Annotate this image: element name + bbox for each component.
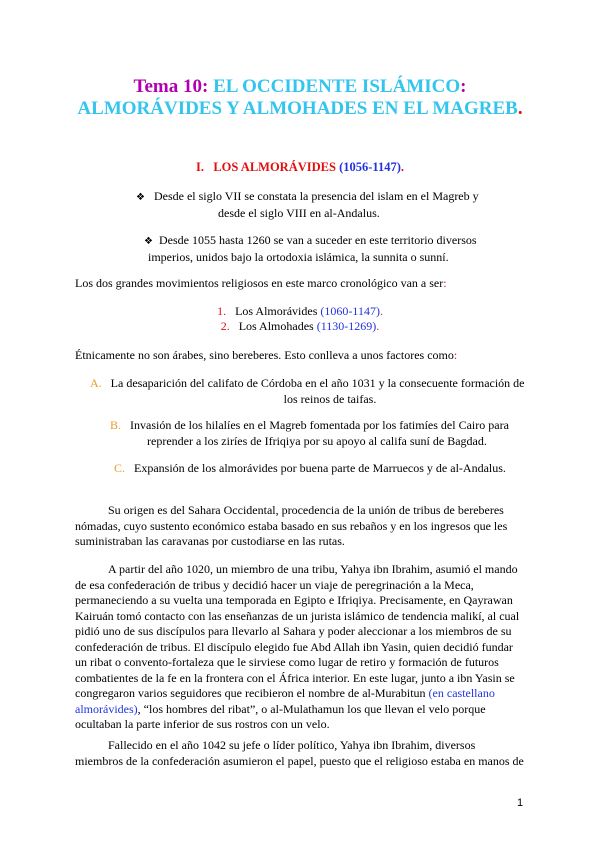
intro-text	[75, 276, 555, 292]
factor-line: los reinos de taifas.	[283, 391, 377, 406]
tema-label: Tema 10:	[133, 76, 209, 97]
factor-b	[110, 418, 530, 449]
intro-sentence: Los dos grandes movimientos religiosos en este marco cronológico van a ser	[75, 276, 444, 290]
paragraph-line	[75, 702, 545, 718]
paragraph-line: suministraban las caravanas por custodiarse en las rutas.	[75, 534, 345, 548]
ethnic-text	[75, 348, 565, 364]
section-dates: (1056-1147)	[339, 160, 401, 174]
paragraph-line: A partir del año 1020, un miembro de una tribu, Yahya ibn Ibrahim, asumió el mando	[108, 562, 518, 576]
paragraph-line: confederación de tribus. El discípulo elegido fue Abd Allah ibn Yasin, quien decidió fundar	[75, 639, 513, 654]
ethnic-colon: :	[453, 348, 458, 362]
paragraph-line: miembros de la confederación asumieron el papel, puesto que el religioso estaba en manos de	[75, 753, 524, 768]
factor-letter: B.	[110, 418, 122, 432]
paragraph-line: un ribat o convento-fortaleza que le sirviese como lugar de retiro y formación de futuros	[75, 655, 499, 669]
paragraph-line: de esa confederación de tribus y decidió hacer un viaje de peregrinación a la Meca,	[75, 577, 474, 592]
page-title-line2	[0, 98, 600, 120]
section-dot: .	[400, 160, 405, 174]
title-colon: :	[460, 76, 467, 97]
paragraph-line: Fallecido en el año 1042 su jefe o líder político, Yahya ibn Ibrahim, diversos	[108, 738, 476, 752]
factor-line: La desaparición del califato de Córdoba en el año 1031 y la consecuente formación de	[110, 376, 525, 390]
movement-2	[0, 319, 600, 335]
highlight-text: (en castellano	[428, 686, 495, 700]
intro-colon: :	[443, 276, 447, 290]
list-number: 1.	[217, 304, 227, 318]
paragraph-history	[75, 562, 545, 733]
movement-name: Los Almorávides	[235, 304, 318, 318]
movement-dot: .	[376, 319, 380, 333]
bullet-line: Desde 1055 hasta 1260 se van a suceder en este territorio diversos	[158, 233, 477, 247]
paragraph-line: permaneciendo a su vuelta una temporada en Egipto e Ifriqiya. Precisamente, en Qayrawan	[75, 593, 513, 607]
paragraph-line: Su origen es del Sahara Occidental, procedencia de la unión de tribus de bereberes	[108, 503, 504, 517]
movement-name: Los Almohades	[238, 319, 314, 333]
paragraph-line: nómadas, cuyo sustento económico estaba basado en sus rebaños y en los ingresos que les	[75, 518, 508, 533]
factor-line: reprender a los ziríes de Ifriqiya por su apoyo al califa suní de Bagdad.	[147, 433, 487, 448]
movement-1	[0, 304, 600, 320]
paragraph-line	[75, 686, 545, 702]
factor-letter: A.	[90, 376, 102, 390]
page-title-line1	[0, 76, 600, 98]
factor-line: Expansión de los almorávides por buena parte de Marruecos y de al-Andalus.	[134, 461, 506, 475]
text-segment: congregaron varios seguidores que recibieron el nombre de al-Murabitun	[75, 686, 426, 700]
diamond-bullet-icon: ❖	[144, 236, 153, 247]
paragraph-line: ocultaban la parte inferior de sus rostros con un velo.	[75, 717, 330, 731]
bullet-line: Desde el siglo VII se constata la presencia del islam en el Magreb y	[153, 189, 479, 203]
title-part2: ALMORÁVIDES Y ALMOHADES EN EL MAGREB	[77, 98, 518, 119]
movement-dot: .	[379, 304, 383, 318]
movement-dates: (1130-1269)	[316, 319, 377, 333]
bullet-line: imperios, unidos bajo la ortodoxia islámica, la sunnita o sunní.	[148, 249, 449, 264]
ethnic-sentence: Étnicamente no son árabes, sino bereberes. Esto conlleva a unos factores como	[75, 348, 454, 362]
factor-a	[90, 376, 530, 407]
diamond-bullet-icon: ❖	[136, 192, 145, 203]
paragraph-origin	[75, 503, 545, 550]
factor-letter: C.	[114, 461, 126, 475]
paragraph-succession	[75, 738, 545, 769]
highlight-text: almorávides)	[75, 701, 138, 716]
factor-line: Invasión de los hilalíes en el Magreb fomentada por los fatimíes del Cairo para	[130, 418, 509, 432]
paragraph-line: Kairuán tomó contacto con las enseñanzas de un jurista islámico de tendencia malikí, al cual	[75, 608, 520, 623]
section-heading	[0, 160, 600, 175]
title-part1: EL OCCIDENTE ISLÁMICO	[213, 76, 461, 97]
paragraph-line: combatientes de la fe en la frontera con el África interior. En este lugar, junto a ibn Yasin se	[75, 670, 515, 685]
section-title: LOS ALMORÁVIDES	[213, 160, 336, 174]
paragraph-line: pidió uno de sus discípulos para llevarlo al Sahara y poder aleccionar a los miembros de su	[75, 624, 512, 638]
bullet-2	[144, 233, 544, 265]
bullet-line: desde el siglo VIII en al-Andalus.	[218, 205, 380, 220]
page-number: 1	[517, 797, 524, 809]
list-number: 2.	[220, 319, 230, 333]
factor-c	[114, 461, 534, 477]
title-period: .	[517, 98, 523, 119]
text-segment: , “los hombres del ribat”, o al-Mulathamun los que llevan el velo porque	[137, 701, 486, 716]
movement-dates: (1060-1147)	[320, 304, 380, 318]
section-number: I.	[195, 160, 204, 174]
bullet-1	[136, 189, 536, 221]
